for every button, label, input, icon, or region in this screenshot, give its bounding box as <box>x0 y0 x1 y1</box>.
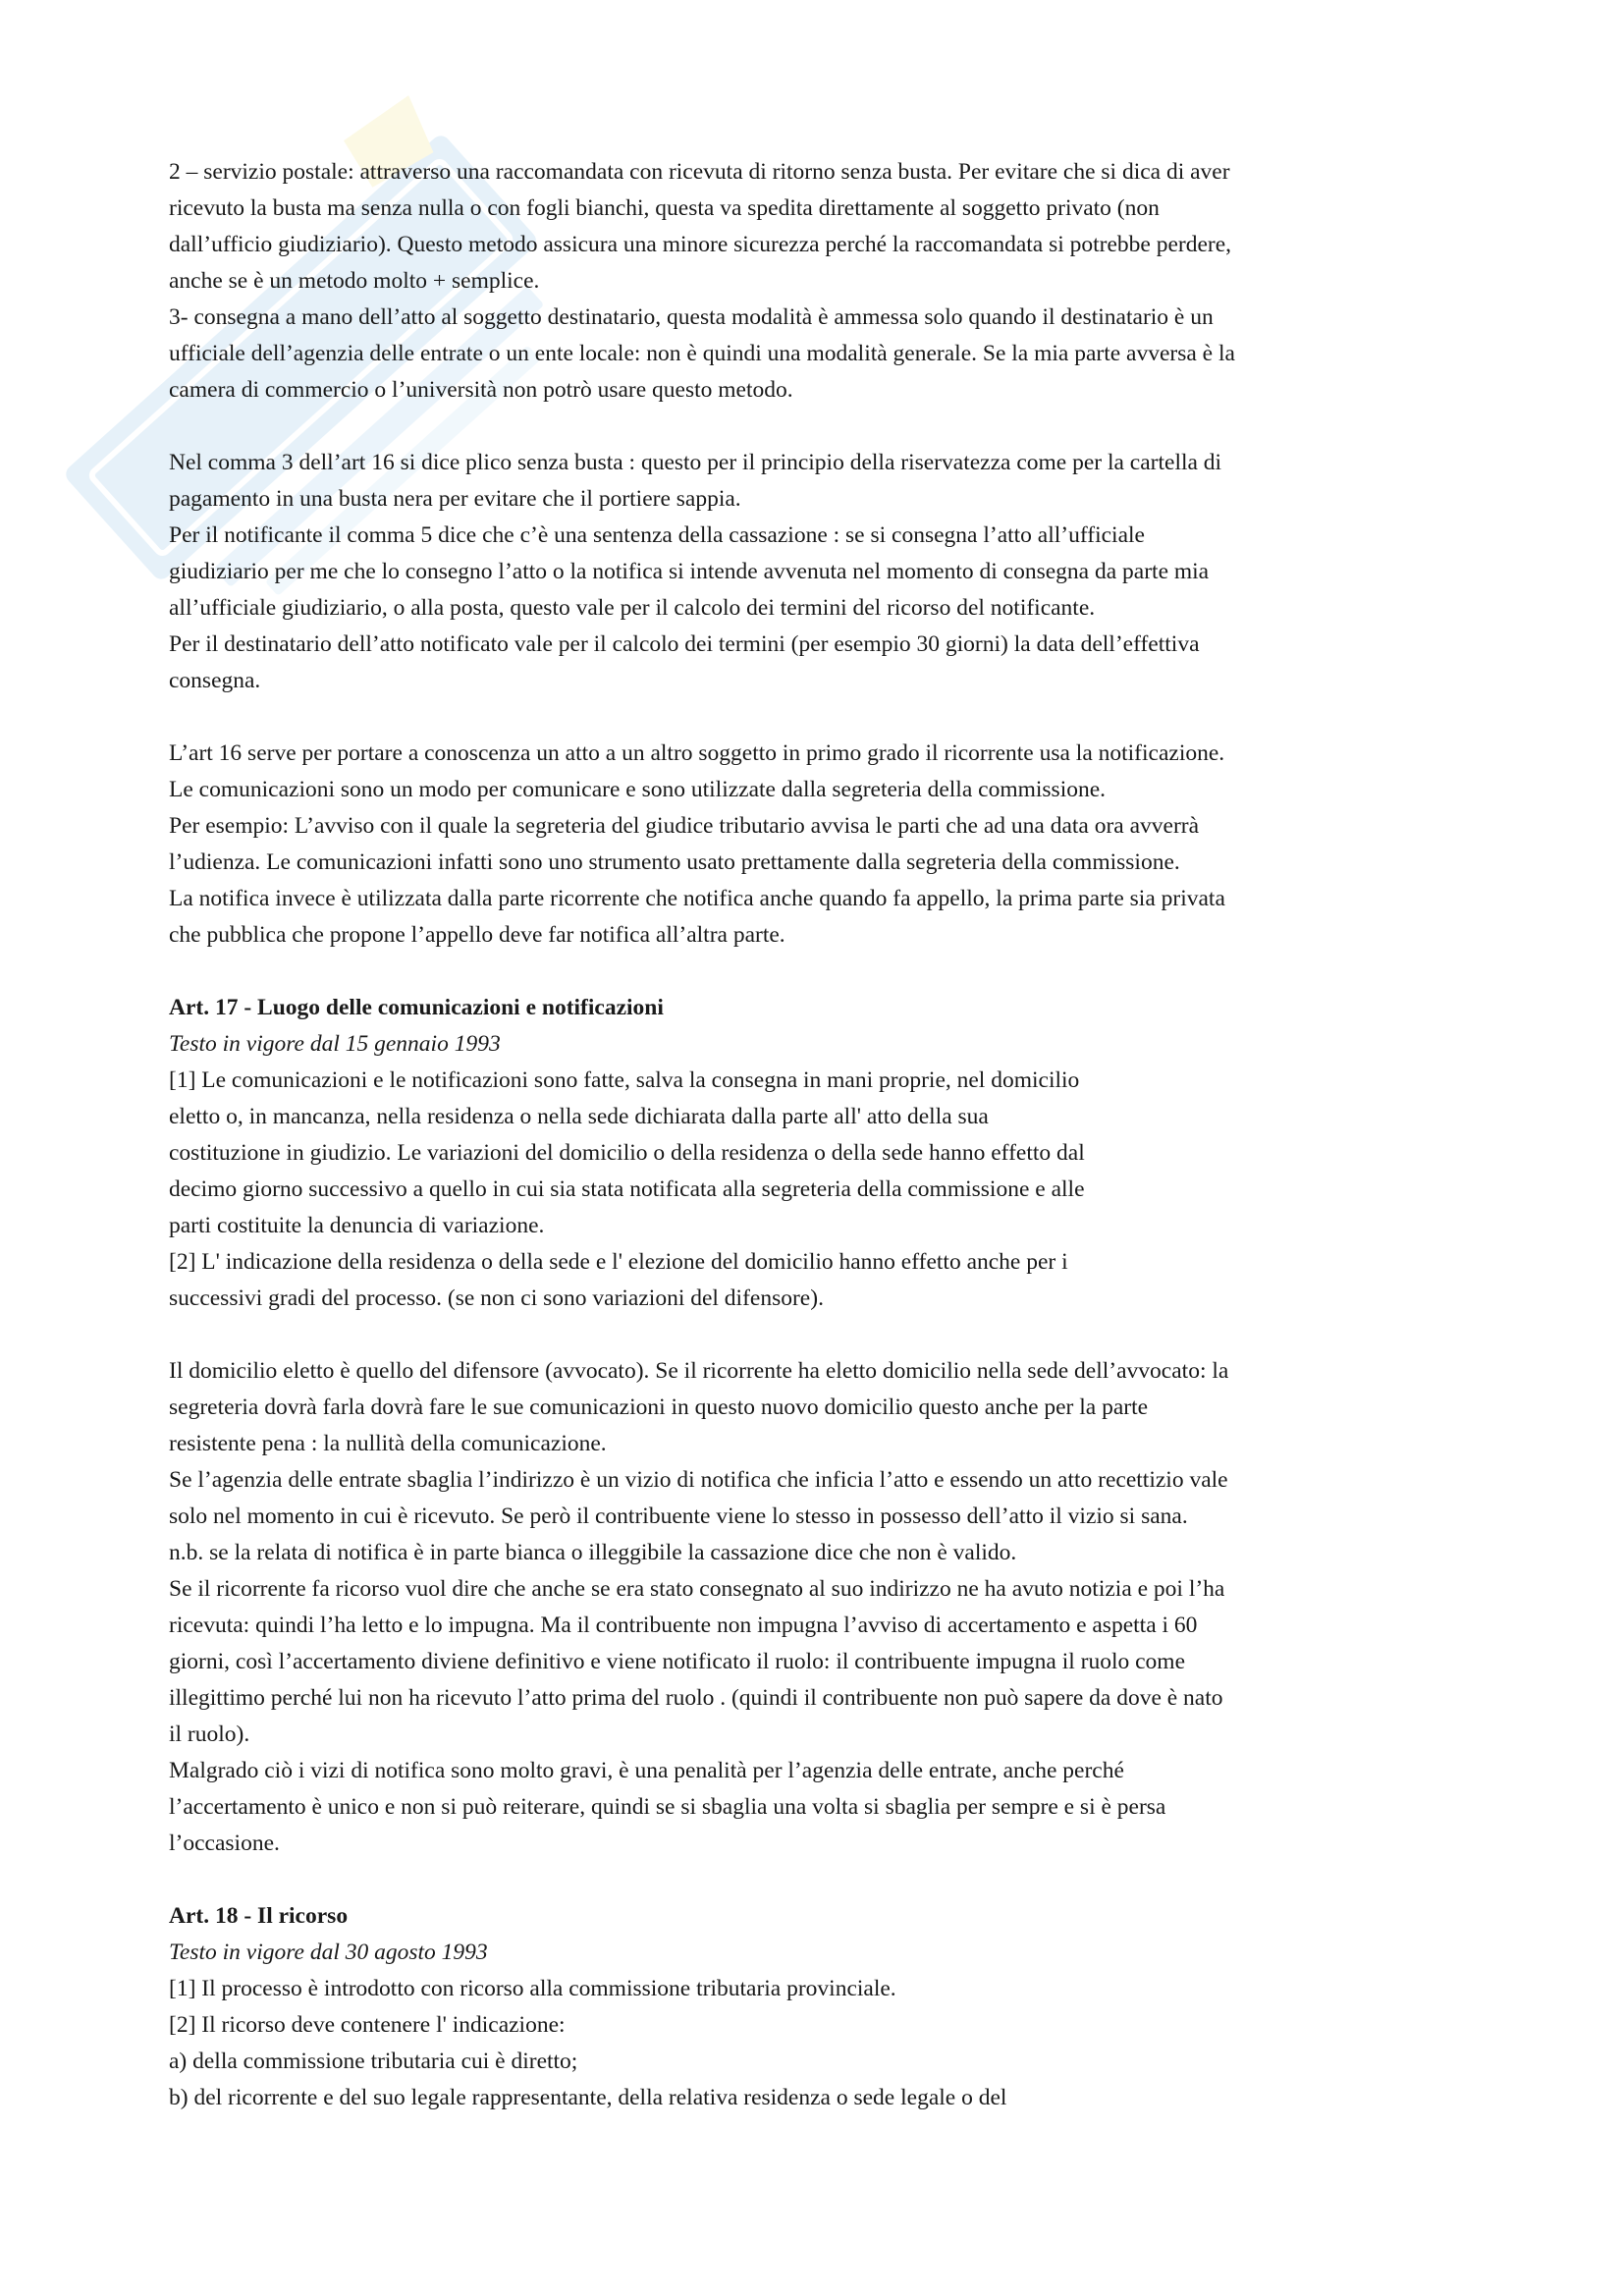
text-line: costituzione in giudizio. Le variazioni del domicilio o della residenza o della sede hanno effetto dal <box>169 1140 1085 1166</box>
text-line: ricevuta: quindi l’ha letto e lo impugna. Ma il contribuente non impugna l’avviso di accertamento e aspetta i 60 <box>169 1613 1198 1638</box>
text-line: camera di commercio o l’università non potrò usare questo metodo. <box>169 377 793 403</box>
text-line: La notifica invece è utilizzata dalla parte ricorrente che notifica anche quando fa appello, la prima parte sia privata <box>169 886 1225 911</box>
section-art-18 <box>169 1898 1475 2116</box>
text-line: [1] Il processo è introdotto con ricorso alla commissione tributaria provinciale. <box>169 1976 896 2001</box>
text-line: anche se è un metodo molto + semplice. <box>169 268 540 294</box>
text-line: resistente pena : la nullità della comunicazione. <box>169 1431 607 1456</box>
text-line: Per il destinatario dell’atto notificato vale per il calcolo dei termini (per esempio 30 giorni) la data dell’effettiva <box>169 631 1200 657</box>
text-line: giudiziario per me che lo consegno l’atto o la notifica si intende avvenuta nel momento di consegna da parte mia <box>169 559 1210 584</box>
text-line: all’ufficiale giudiziario, o alla posta, questo vale per il calcolo dei termini del ricorso del notificante. <box>169 595 1096 621</box>
section-art-17 <box>169 990 1475 1317</box>
paragraph-comma-3 <box>169 445 1475 699</box>
text-line: n.b. se la relata di notifica è in parte bianca o illeggibile la cassazione dice che non è valido. <box>169 1540 1017 1565</box>
text-line: consegna. <box>169 668 261 693</box>
section-heading: Art. 18 - Il ricorso <box>169 1903 349 1929</box>
text-line: che pubblica che propone l’appello deve far notifica all’altra parte. <box>169 922 785 948</box>
text-line: segreteria dovrà farla dovrà fare le sue comunicazioni in questo nuovo domicilio questo anche per la parte <box>169 1394 1149 1420</box>
document-page <box>169 154 1475 2153</box>
text-line: [2] L' indicazione della residenza o della sede e l' elezione del domicilio hanno effetto anche per i <box>169 1249 1068 1275</box>
text-line: ufficiale dell’agenzia delle entrate o un ente locale: non è quindi una modalità generale. Se la mia parte avversa è la <box>169 341 1235 366</box>
text-line: L’art 16 serve per portare a conoscenza un atto a un altro soggetto in primo grado il ricorrente usa la notificazione. <box>169 740 1225 766</box>
text-line: 3- consegna a mano dell’atto al soggetto destinatario, questa modalità è ammessa solo quando il destinatario è un <box>169 304 1214 330</box>
text-line: Per esempio: L’avviso con il quale la segreteria del giudice tributario avvisa le parti che ad una data ora avverrà <box>169 813 1200 839</box>
text-line: Se l’agenzia delle entrate sbaglia l’indirizzo è un vizio di notifica che inficia l’atto e essendo un atto recettizio vale <box>169 1467 1228 1493</box>
paragraph-notification-methods <box>169 154 1475 409</box>
text-line: il ruolo). <box>169 1722 250 1747</box>
text-line: giorni, così l’accertamento diviene definitivo e viene notificato il ruolo: il contribuente impugna il ruolo come <box>169 1649 1185 1674</box>
paragraph-domicilio <box>169 1353 1475 1862</box>
text-line: parti costituite la denuncia di variazione. <box>169 1213 545 1238</box>
text-line: b) del ricorrente e del suo legale rappresentante, della relativa residenza o sede legale o del <box>169 2085 1007 2110</box>
section-subtitle: Testo in vigore dal 30 agosto 1993 <box>169 1940 488 1965</box>
text-line: [2] Il ricorso deve contenere l' indicazione: <box>169 2012 566 2038</box>
text-line: [1] Le comunicazioni e le notificazioni sono fatte, salva la consegna in mani proprie, nel domicilio <box>169 1067 1080 1093</box>
section-subtitle: Testo in vigore dal 15 gennaio 1993 <box>169 1031 501 1057</box>
text-line: illegittimo perché lui non ha ricevuto l’atto prima del ruolo . (quindi il contribuente non può sapere da dove è nato <box>169 1685 1223 1711</box>
text-line: Il domicilio eletto è quello del difensore (avvocato). Se il ricorrente ha eletto domicilio nella sede dell’avvocato: la <box>169 1358 1229 1384</box>
text-line: ricevuto la busta ma senza nulla o con fogli bianchi, questa va spedita direttamente al soggetto privato (non <box>169 195 1160 221</box>
text-line: 2 – servizio postale: attraverso una raccomandata con ricevuta di ritorno senza busta. Per evitare che si dica di aver <box>169 159 1230 185</box>
text-line: solo nel momento in cui è ricevuto. Se però il contribuente viene lo stesso in possesso dell’atto il vizio si sana. <box>169 1503 1188 1529</box>
text-line: Nel comma 3 dell’art 16 si dice plico senza busta : questo per il principio della riservatezza come per la cartella di <box>169 450 1222 475</box>
paragraph-art-16 <box>169 736 1475 954</box>
text-line: successivi gradi del processo. (se non ci sono variazioni del difensore). <box>169 1285 824 1311</box>
text-line: a) della commissione tributaria cui è diretto; <box>169 2049 578 2074</box>
text-line: decimo giorno successivo a quello in cui sia stata notificata alla segreteria della commissione e alle <box>169 1176 1085 1202</box>
text-line: Per il notificante il comma 5 dice che c’è una sentenza della cassazione : se si consegna l’atto all’ufficiale <box>169 522 1145 548</box>
section-heading: Art. 17 - Luogo delle comunicazioni e notificazioni <box>169 995 664 1020</box>
text-line: Le comunicazioni sono un modo per comunicare e sono utilizzate dalla segreteria della commissione. <box>169 777 1107 802</box>
text-line: dall’ufficio giudiziario). Questo metodo assicura una minore sicurezza perché la raccomandata si potrebbe perdere, <box>169 232 1232 257</box>
text-line: l’occasione. <box>169 1831 280 1856</box>
text-line: Malgrado ciò i vizi di notifica sono molto gravi, è una penalità per l’agenzia delle entrate, anche perché <box>169 1758 1124 1783</box>
text-line: pagamento in una busta nera per evitare che il portiere sappia. <box>169 486 741 512</box>
text-line: Se il ricorrente fa ricorso vuol dire che anche se era stato consegnato al suo indirizzo ne ha avuto notizia e poi l’ha <box>169 1576 1225 1602</box>
text-line: l’udienza. Le comunicazioni infatti sono uno strumento usato prettamente dalla segreteria della commissione. <box>169 849 1180 875</box>
text-line: eletto o, in mancanza, nella residenza o nella sede dichiarata dalla parte all' atto della sua <box>169 1104 989 1129</box>
text-line: l’accertamento è unico e non si può reiterare, quindi se si sbaglia una volta si sbaglia per sempre e si è persa <box>169 1794 1166 1820</box>
